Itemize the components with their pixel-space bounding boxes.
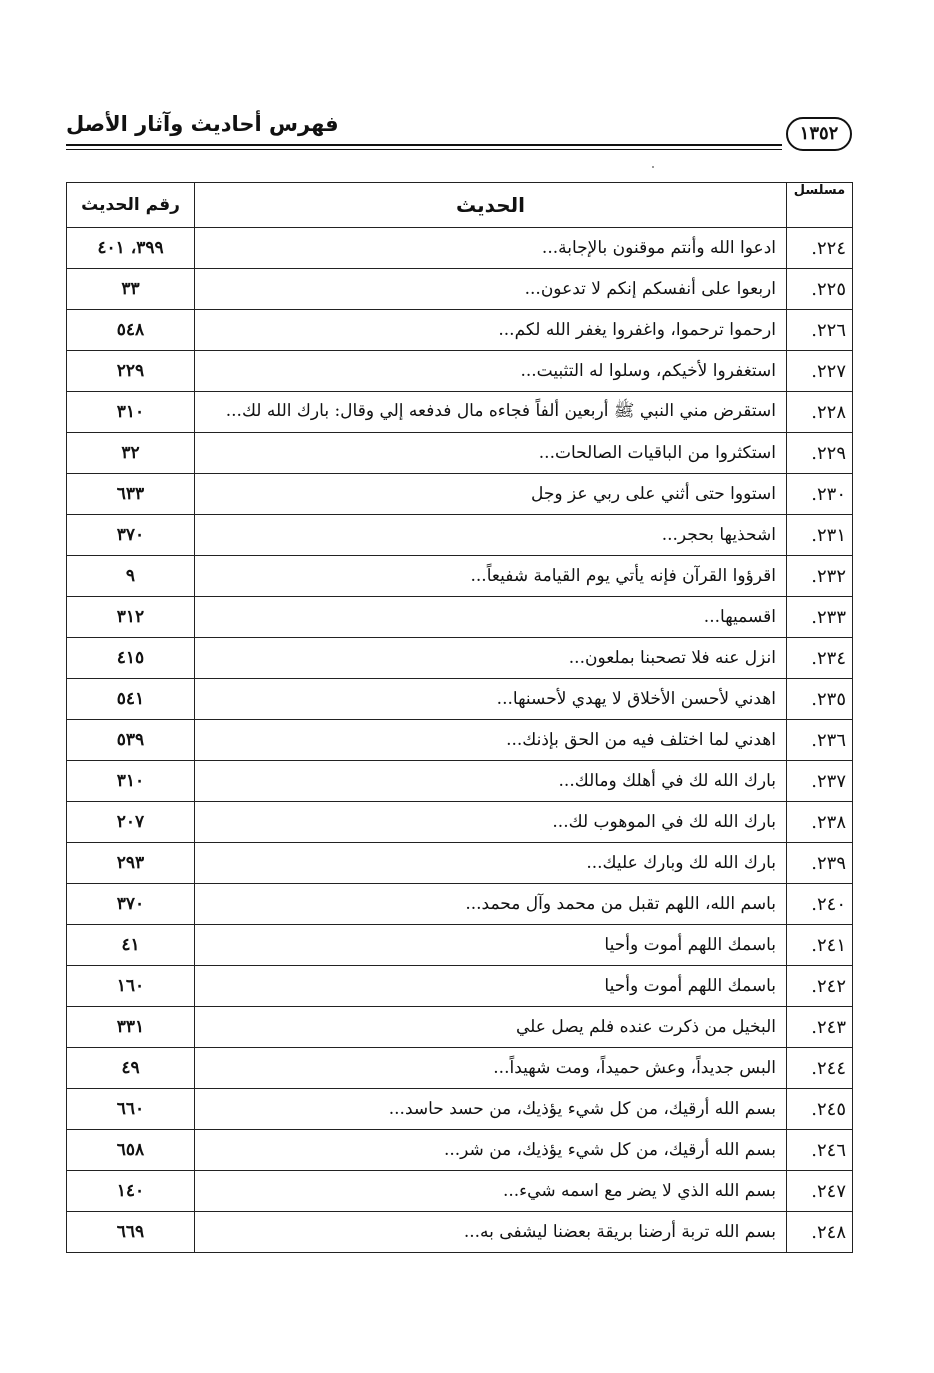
serial-cell: ٢٤٤.	[787, 1048, 853, 1089]
table-row	[67, 597, 853, 638]
hadith-text-cell: بسم الله تربة أرضنا بريقة بعضنا ليشفى به...	[195, 1212, 787, 1253]
hadith-number-cell: ٦٦٩	[67, 1212, 195, 1253]
hadith-text-cell: اهدني لأحسن الأخلاق لا يهدي لأحسنها...	[195, 679, 787, 720]
hadith-index-table	[66, 182, 853, 1253]
hadith-number-cell: ٤١	[67, 925, 195, 966]
table-row	[67, 269, 853, 310]
hadith-text-cell: بارك الله لك في أهلك ومالك...	[195, 761, 787, 802]
hadith-text-cell: ارحموا ترحموا، واغفروا يغفر الله لكم...	[195, 310, 787, 351]
table-row	[67, 1212, 853, 1253]
hadith-number-cell: ٣١٠	[67, 761, 195, 802]
serial-cell: ٢٣١.	[787, 515, 853, 556]
hadith-number-cell: ٣٢	[67, 433, 195, 474]
hadith-text-cell: ادعوا الله وأنتم موقنون بالإجابة...	[195, 228, 787, 269]
table-header-row	[67, 183, 853, 228]
hadith-text-cell: استغفروا لأخيكم، وسلوا له التثبيت...	[195, 351, 787, 392]
hadith-text-cell: البس جديداً، وعش حميداً، ومت شهيداً...	[195, 1048, 787, 1089]
table-row	[67, 228, 853, 269]
page-header	[66, 108, 856, 158]
hadith-text-cell: انزل عنه فلا تصحبنا بملعون...	[195, 638, 787, 679]
table-row	[67, 556, 853, 597]
serial-cell: ٢٢٨.	[787, 392, 853, 433]
table-row	[67, 1130, 853, 1171]
table-row	[67, 884, 853, 925]
serial-cell: ٢٢٧.	[787, 351, 853, 392]
table-row	[67, 474, 853, 515]
hadith-text-cell: باسم الله، اللهم تقبل من محمد وآل محمد...	[195, 884, 787, 925]
header-rule	[66, 144, 782, 146]
serial-cell: ٢٤٦.	[787, 1130, 853, 1171]
page-number-badge: ١٣٥٢	[786, 117, 852, 151]
table-row	[67, 720, 853, 761]
hadith-number-cell: ٩	[67, 556, 195, 597]
serial-cell: ٢٢٩.	[787, 433, 853, 474]
serial-cell: ٢٣٩.	[787, 843, 853, 884]
hadith-number-cell: ٣٣	[67, 269, 195, 310]
table-row	[67, 1089, 853, 1130]
hadith-number-cell: ١٦٠	[67, 966, 195, 1007]
hadith-number-cell: ٤١٥	[67, 638, 195, 679]
serial-cell: ٢٣٢.	[787, 556, 853, 597]
hadith-text-cell: بارك الله لك وبارك عليك...	[195, 843, 787, 884]
hadith-text-cell: اربعوا على أنفسكم إنكم لا تدعون...	[195, 269, 787, 310]
table-row	[67, 679, 853, 720]
serial-cell: ٢٣٠.	[787, 474, 853, 515]
print-speck	[652, 166, 654, 168]
hadith-text-cell: بسم الله الذي لا يضر مع اسمه شيء...	[195, 1171, 787, 1212]
table-row	[67, 1007, 853, 1048]
hadith-number-cell: ٥٣٩	[67, 720, 195, 761]
serial-cell: ٢٤٢.	[787, 966, 853, 1007]
hadith-number-cell: ٦٥٨	[67, 1130, 195, 1171]
hadith-text-cell: بسم الله أرقيك، من كل شيء يؤذيك، من حسد حاسد...	[195, 1089, 787, 1130]
table-body	[67, 228, 853, 1253]
hadith-text-cell: بسم الله أرقيك، من كل شيء يؤذيك، من شر...	[195, 1130, 787, 1171]
hadith-text-cell: البخيل من ذكرت عنده فلم يصل علي	[195, 1007, 787, 1048]
hadith-text-cell: اقرؤوا القرآن فإنه يأتي يوم القيامة شفيعاً...	[195, 556, 787, 597]
serial-cell: ٢٣٥.	[787, 679, 853, 720]
hadith-number-cell: ٦٦٠	[67, 1089, 195, 1130]
header-hadith: الحديث	[195, 183, 787, 228]
hadith-number-cell: ٣١٢	[67, 597, 195, 638]
hadith-number-cell: ٤٩	[67, 1048, 195, 1089]
serial-cell: ٢٣٣.	[787, 597, 853, 638]
table-row	[67, 310, 853, 351]
serial-cell: ٢٣٦.	[787, 720, 853, 761]
hadith-number-cell: ٣١٠	[67, 392, 195, 433]
serial-cell: ٢٣٧.	[787, 761, 853, 802]
serial-cell: ٢٤٠.	[787, 884, 853, 925]
table-row	[67, 638, 853, 679]
table-row	[67, 351, 853, 392]
table-row	[67, 925, 853, 966]
hadith-number-cell: ٦٣٣	[67, 474, 195, 515]
table-row	[67, 433, 853, 474]
serial-cell: ٢٤١.	[787, 925, 853, 966]
table-row	[67, 843, 853, 884]
serial-cell: ٢٢٥.	[787, 269, 853, 310]
hadith-number-cell: ٥٤٨	[67, 310, 195, 351]
table-row	[67, 966, 853, 1007]
table-row	[67, 392, 853, 433]
hadith-number-cell: ٢٠٧	[67, 802, 195, 843]
hadith-text-cell: بارك الله لك في الموهوب لك...	[195, 802, 787, 843]
header-hadith-number: رقم الحديث	[67, 183, 195, 228]
hadith-number-cell: ١٤٠	[67, 1171, 195, 1212]
serial-cell: ٢٤٥.	[787, 1089, 853, 1130]
hadith-text-cell: اقسميها...	[195, 597, 787, 638]
hadith-number-cell: ٥٤١	[67, 679, 195, 720]
serial-cell: ٢٤٧.	[787, 1171, 853, 1212]
hadith-number-cell: ٣٣١	[67, 1007, 195, 1048]
hadith-text-cell: استقرض مني النبي ﷺ أربعين ألفاً فجاءه مال فدفعه إلي وقال: بارك الله لك...	[195, 392, 787, 433]
hadith-number-cell: ٣٩٩، ٤٠١	[67, 228, 195, 269]
table-row	[67, 1048, 853, 1089]
hadith-number-cell: ٢٢٩	[67, 351, 195, 392]
hadith-text-cell: باسمك اللهم أموت وأحيا	[195, 966, 787, 1007]
serial-cell: ٢٢٤.	[787, 228, 853, 269]
hadith-number-cell: ٢٩٣	[67, 843, 195, 884]
serial-cell: ٢٣٤.	[787, 638, 853, 679]
serial-cell: ٢٤٣.	[787, 1007, 853, 1048]
table-row	[67, 761, 853, 802]
header-serial: مسلسل	[787, 183, 853, 228]
hadith-number-cell: ٣٧٠	[67, 884, 195, 925]
header-rule-thin	[66, 149, 782, 150]
hadith-text-cell: استكثروا من الباقيات الصالحات...	[195, 433, 787, 474]
running-title: فهرس أحاديث وآثار الأصل	[66, 112, 339, 136]
serial-cell: ٢٤٨.	[787, 1212, 853, 1253]
hadith-text-cell: استووا حتى أثني على ربي عز وجل	[195, 474, 787, 515]
table-row	[67, 1171, 853, 1212]
table-row	[67, 802, 853, 843]
hadith-text-cell: باسمك اللهم أموت وأحيا	[195, 925, 787, 966]
serial-cell: ٢٣٨.	[787, 802, 853, 843]
hadith-text-cell: اهدني لما اختلف فيه من الحق بإذنك...	[195, 720, 787, 761]
hadith-number-cell: ٣٧٠	[67, 515, 195, 556]
serial-cell: ٢٢٦.	[787, 310, 853, 351]
hadith-text-cell: اشحذيها بحجر...	[195, 515, 787, 556]
table-row	[67, 515, 853, 556]
